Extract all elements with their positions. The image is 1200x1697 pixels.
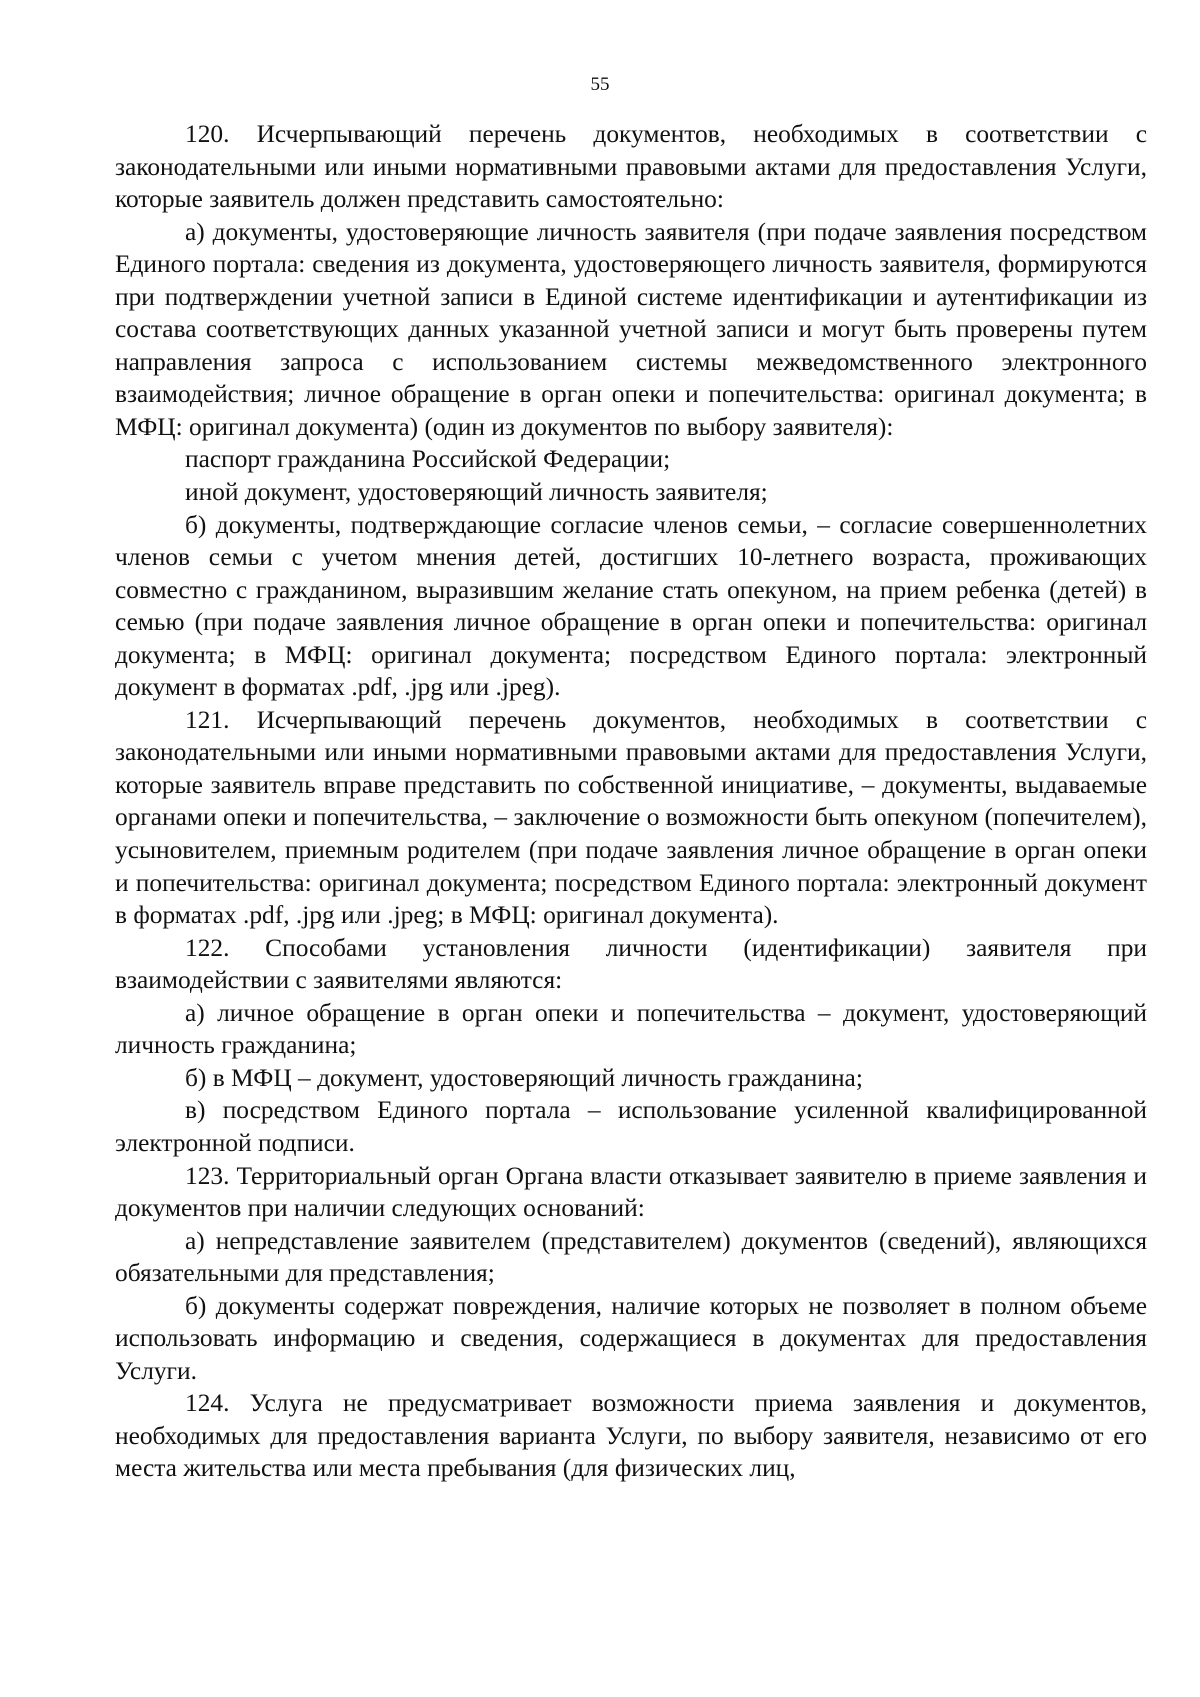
page-number: 55 — [590, 74, 610, 95]
paragraph-120: 120. Исчерпывающий перечень документов, необходимых в соответствии с законодательными или иными нормативными правовыми актами для предоставления Услуги, которые заявитель должен представить самостоятельно: — [115, 120, 1147, 214]
paragraph-122-v: в) посредством Единого портала – использование усиленной квалифицированной электронной подписи. — [115, 1096, 1147, 1157]
paragraph-120-a: а) документы, удостоверяющие личность заявителя (при подаче заявления посредством Единого портала: сведения из документа, удостоверяющего личность заявителя, формируются при подтверждении учетной записи в Единой системе идентификации и аутентификации из состава соответствующих данных указанной учетной записи и могут быть проверены путем направления запроса с использованием системы межведомственного электронного взаимодействия; личное обращение в орган опеки и попечительства: оригинал документа; в МФЦ: оригинал документа) (один из документов по выбору заявителя): — [115, 217, 1147, 441]
paragraph-120-a-passport: паспорт гражданина Российской Федерации; — [185, 445, 671, 474]
paragraph-123: 123. Территориальный орган Органа власти отказывает заявителю в приеме заявления и документов при наличии следующих оснований: — [115, 1161, 1147, 1223]
paragraph-122-a: а) личное обращение в орган опеки и попечительства – документ, удостоверяющий личность гражданина; — [115, 998, 1147, 1060]
document-body — [115, 118, 1147, 1485]
paragraph-120-b: б) документы, подтверждающие согласие членов семьи, – согласие совершеннолетних членов семьи с учетом мнения детей, достигших 10-летнего возраста, проживающих совместно с гражданином, выразившим желание стать опекуном, на прием ребенка (детей) в семью (при подаче заявления личное обращение в орган опеки и попечительства: оригинал документа; в МФЦ: оригинал документа; посредством Единого портала: электронный документ в форматах .pdf, .jpg или .jpeg). — [115, 510, 1147, 702]
paragraph-123-b: б) документы содержат повреждения, наличие которых не позволяет в полном объеме использовать информацию и сведения, содержащиеся в документах для предоставления Услуги. — [115, 1291, 1147, 1385]
paragraph-122-b: б) в МФЦ – документ, удостоверяющий личность гражданина; — [185, 1063, 863, 1092]
paragraph-120-a-other-id: иной документ, удостоверяющий личность заявителя; — [185, 478, 768, 507]
paragraph-123-a: а) непредставление заявителем (представителем) документов (сведений), являющихся обязательными для представления; — [115, 1226, 1147, 1288]
paragraph-121: 121. Исчерпывающий перечень документов, необходимых в соответствии с законодательными или иными нормативными правовыми актами для предоставления Услуги, которые заявитель вправе представить по собственной инициативе, – документы, выдаваемые органами опеки и попечительства, – заключение о возможности быть опекуном (попечителем), усыновителем, приемным родителем (при подаче заявления личное обращение в орган опеки и попечительства: оригинал документа; посредством Единого портала: электронный документ в форматах .pdf, .jpg или .jpeg; в МФЦ: оригинал документа). — [115, 705, 1147, 930]
paragraph-122: 122. Способами установления личности (идентификации) заявителя при взаимодействии с заявителями являются: — [115, 933, 1147, 995]
paragraph-124: 124. Услуга не предусматривает возможности приема заявления и документов, необходимых для предоставления варианта Услуги, по выбору заявителя, независимо от его места жительства или места пребывания (для физических лиц, — [115, 1389, 1147, 1483]
